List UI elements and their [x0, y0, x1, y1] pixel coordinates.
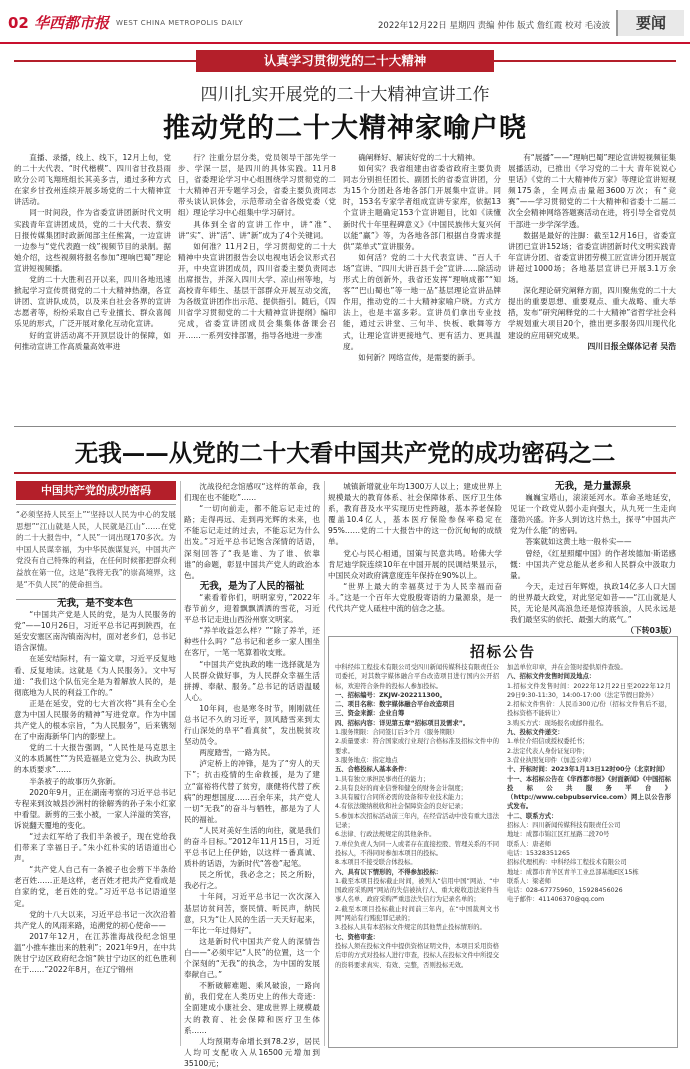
announcement-line: 三、资金来源：企业自筹 — [335, 710, 405, 718]
paragraph: 直播、录播，线上、线下，12月上旬，党的二十大代表、“时代楷模”、四川省甘孜县雨欧分公司飞翔班组长其美多吉，通过多种方式在家乡甘孜州连续开展多场党的二十大精神宣讲活动。 — [14, 153, 171, 207]
announcement-line: 5.参加本次招标活动前三年内，在经营活动中没有重大违法记录； — [335, 812, 499, 830]
announcement-line: 四、招标内容：详见第五章“招标项目及需求”。 — [335, 719, 470, 727]
paragraph: 深化理论研究阐释方面，四川聚焦党的二十大提出的重要思想、重要观点、重大战略、重大举措，发布“研究阐释党的二十大精神”省哲学社会科学规划重大项目20个，推出更多服务四川现代化建设的应用研究成果。 — [508, 286, 676, 340]
paragraph: 如何准？11月2日，学习贯彻党的二十大精神中央宣讲团报告会以电视电话会议形式召开，中央宣讲团成员，四川省委主要负责同志出席报告，并深入四川大学、凉山州等地，与高校青年师生、基层干部群众开展互动交流，为各级宣讲团作出示范、提供指引。随后，《四川省学习贯彻党的二十大精神宣讲提纲》编印完成，省委宣讲团成员会集集体备课会召开……一系列安排部署，指导各地进一步准 — [178, 241, 336, 340]
column-rule — [324, 481, 325, 1046]
announcement-line: 招标代理机构：中科经纬工程技术有限公司 — [507, 859, 627, 867]
paragraph: 城镇新增就业年均1300万人以上；建成世界上规模最大的教育体系、社会保障体系、医疗卫生体系，教育普及水平实现历史性跨越，基本养老保险覆盖10.4亿人，基本医疗保险参保率稳定在95%……党的二十大报告中的这一份沉甸甸的成绩单。 — [328, 482, 502, 547]
paragraph: “中国共产党是人民的党，是为人民服务的党”——10月26日，习近平总书记再到陕西，在延安安塞区南沟镇南沟村，面对老乡们，总书记语含深情。 — [14, 610, 176, 653]
announcement-line: 2.截至本项目投标截止时间前三年内，在“中国裁判文书网”网站有行贿犯罪记录的； — [335, 905, 499, 923]
paragraph: 曾经，《红星照耀中国》的作者埃德加·斯诺感慨：中国共产党总能从老乡和人民群众中汲取力量。 — [510, 548, 676, 580]
story2-title: 无我——从党的二十大看中国共产党的成功密码之二 — [74, 439, 616, 467]
paragraph: 沈战役纪念馆感叹“这样的革命，我们现在也不能吃”…… — [184, 482, 320, 503]
paragraph: 确阐释好、解读好党的二十大精神。 — [358, 153, 480, 162]
announcement-line: 1.截至本项目投标截止时间，被列入“信用中国”网站、“中国政府采购网”网站的失信被执行人、重大税收违法案件当事人名单、政府采购严重违法失信行为记录名单的； — [335, 877, 499, 904]
section-heading: 无我，是力量源泉 — [554, 481, 631, 492]
paragraph: 这是新时代中国共产党人的深情告白——“必须牢记“人民”的位置，这一个个深刻的“无我”的执念，为中国的发展奉献自己。” — [184, 936, 320, 980]
story1-column-3 — [343, 152, 501, 422]
paragraph: “共产党人自己有一条被子也会剪下半条给老百姓……正是这样，老百姓才把共产党看成是自家的党，老百姓的党。”习近平总书记语道坚定。 — [14, 865, 176, 908]
tender-announcement — [328, 636, 678, 1048]
paragraph: 党的二十大报告强调，“人民性是马克思主义的本质属性”“为民造福是立党为公、执政为民的本质要求”…… — [14, 743, 176, 775]
announcement-line: 联系人：梁老师 — [507, 877, 552, 885]
announcement-line: 十、开标时间：2023年1月13日12时00分（北京时间） — [507, 766, 669, 774]
paragraph: “过去红军给了我们半条被子，现在党给我们带来了幸福日子。”朱小红朴实的话语道出心声。 — [14, 831, 176, 864]
section-heading: 无我，是不变本色 — [56, 598, 133, 609]
announcement-line: 地址：成都市青羊区青羊工业总部基地E区15栋 — [507, 868, 639, 876]
announcement-line: 2.法定代表人身份证复印件； — [507, 747, 589, 755]
paragraph: 行？注重分层分类，党员领导干部先学一步、学深一层，是四川的具体实践。11月8日，省委理论学习中心组围绕学习贯彻党的二十大精神召开专题学习会，省委主要负责同志带头谈认识体会，示范带动全省各级党委（党组）理论学习中心组集中学习研讨。 — [178, 153, 336, 218]
paragraph: “人民对美好生活的向往，就是我们的奋斗目标。”2012年11月15日，习近平总书记上任伊始，以这样一番真诚、质朴的话语，为新时代“答卷”起笔。 — [184, 825, 320, 869]
announcement-line: 联系人：唐老师 — [507, 840, 552, 848]
paragraph: 半条被子的故事历久弥新。 — [29, 776, 121, 786]
author-credit: 四川日报全媒体记者 吴浩 — [587, 341, 676, 351]
announcement-title: 招标公告 — [470, 645, 536, 661]
announcement-line: 2.质量要求：符合国家或行业现行合格标准及招标文件中的要求。 — [335, 738, 499, 755]
paragraph: 不断破解难题、乘风破浪，一路向前，我们党在人类历史上的伟大奇迹：全面建成小康社会、建成世界上规模最大的教育、社会保障和医疗卫生体系…… — [184, 981, 320, 1035]
announcement-line: 投标人须在投标文件中提供资格证明文件，本项目采用资格后审的方式对投标人进行审查，投标人在投标文件中所提交的资料要求真实、有效、完整，否则投标无效。 — [335, 942, 499, 969]
lead-quote: “必须坚持人民至上”“坚持以人民为中心的发展思想”“江山就是人民，人民就是江山”……在党的二十大报告中，“人民”一词出现170多次。为中国人民谋幸福，为中华民族谋复兴，中国共产党没有自己特殊的利益，在任何时候都把群众利益放在第一位，这是“我将无我”的崇高境界，这是“不负人民”的使命担当。 — [16, 504, 176, 600]
announcement-line: 六、具有以下情形的，不得参加投标： — [335, 868, 443, 876]
paragraph: 党的二十大胜利召开以来，四川各地迅速掀起学习宣传贯彻党的二十大精神热潮，各宣讲团、宣讲队成员，以及来自社会各界的宣讲志愿者等，纷纷采取自己专业擅长、群众喜闻乐见的形式，广泛开展对象化互动化宣讲。 — [14, 275, 171, 329]
paragraph: 答案就如这黄土地一般朴实—— — [525, 537, 632, 547]
paragraph: 同一时间段，作为省委宣讲团新时代文明实践青年宣讲团成员，党的二十大代表、蔡安日报传媒集团时政新闻部主任熊嵩，一边宣讲一边参与“党代表跑一线”视频节目的录制。据她介绍，这些视频将报名参加“理响巴蜀”理论宣讲短视频播。 — [14, 208, 171, 273]
story2-column-2 — [184, 481, 320, 1068]
paragraph: 具体到全省的宣讲工作中，讲“准”、讲“实”、讲“活”、讲“新”成为了4个关键词。 — [178, 219, 336, 240]
announcement-line: 3.营业执照复印件（加盖公章） — [507, 756, 595, 764]
announcement-line: 加盖单位印章，并在会签时提供原件查验。 — [507, 664, 627, 671]
paragraph: 泸定桥上的冲锋，是为了“穷人的天下”；抗击疫情的生命救援，是为了建立“富裕将代替了贫穷，康健将代替了疾病”的理想国度……百余年来，共产党人一切“无我”的奋斗与牺牲，都是为了人民的福祉。 — [184, 759, 320, 824]
announcement-line: 1.单位介绍信或授权委托书； — [507, 738, 589, 746]
paragraph: 如何新？网络宣传，是需要的新手。 — [358, 352, 480, 362]
announcement-line: 电话：028-67775960、15928456026 — [507, 887, 623, 895]
announcement-line: 7.单位负责人为同一人或者存在直接控股、管理关系的不同投标人，不得同时参加本项目的投标。 — [335, 840, 499, 857]
announcement-line: 3.投标人具有本招标文件规定的其他禁止投标情形的。 — [335, 924, 486, 932]
announcement-line: 8.本项目不接受联合体投标。 — [335, 859, 417, 867]
masthead-english: WEST CHINA METROPOLIS DAILY — [116, 19, 244, 27]
header-rule — [0, 42, 690, 44]
announcement-line: 地址：成都市锦江区红星路二段70号 — [507, 831, 610, 839]
paragraph: “中国共产党执政的唯一选择就是为人民群众做好事，为人民群众幸福生活拼搏、奉献、服务。”总书记的话语温暖人心。 — [184, 659, 320, 702]
ribbon-rule-left — [14, 60, 196, 62]
announcement-line: 八、招标文件发售时间及地点： — [507, 673, 596, 681]
announcement-line: 4.有依法缴纳税收和社会保障资金的良好记录； — [335, 803, 467, 811]
continued-note: （下转03版） — [626, 626, 676, 636]
paragraph: 如何活？党的二十大代表宣讲、“百人千场”宣讲、“四川大讲百县千会”宣讲……除活动形式上的创新外，我省还发挥“理响成都”“知客”“巴山蜀也”等一地一品”基层理论宣讲品牌作用，推动党的二十大精神家喻户晓。方式方法上，也是丰富多彩。宣讲员们拿出专业技能，通过云讲堂、三句半、快板、歌舞等方式，让理论宣讲更接地气、更有活力、更具温度。 — [343, 252, 501, 351]
column-rule — [180, 481, 181, 1046]
announcement-line: 3.具有履行合同所必需的设备和专业技术能力； — [335, 794, 467, 802]
story1-subtitle: 四川扎实开展党的二十大精神宣讲工作 — [200, 85, 490, 105]
paragraph: 人均预期寿命增长到78.2岁，居民人均可支配收入从16500元增加到35100元； — [184, 1036, 320, 1068]
announcement-line: 2.招标文件售价：人民币300元/份（招标文件售后不退，投标资格不能转让） — [507, 701, 671, 718]
story1-title: 推动党的二十大精神家喻户晓 — [163, 113, 527, 144]
paragraph: 有“展播”——“理响巴蜀”理论宣讲短视频征集展播活动，已推出《学习党的二十大 青年说说心里话》《党的二十大精神传万家》等理论宣讲短视频175条，全网点击量超3600万次；有“竞赛”——学习贯彻党的二十大精神和省委十二届二次全会精神网络答题赛活动在进，将引导全省党员干部进一步学深学透。 — [508, 153, 676, 229]
section-heading: 无我，是为了人民的福祉 — [199, 580, 305, 592]
announcement-line: 3.购买方式：现场报名或邮件报名。 — [507, 719, 608, 727]
paragraph: 10年间，也是寒冬时节，刚刚就任总书记不久的习近平，顶风踏雪来到太行山深处的阜平“看真贫”，发出脱贫攻坚动员令。 — [184, 703, 320, 747]
paragraph: 十年间，习近平总书记一次次深入基层访贫问苦，察民情、听民声，纳民意，只为“让人民的生活一天天好起来，一年比一年过得好”。 — [184, 892, 320, 935]
topic-ribbon: 认真学习贯彻党的二十大精神 — [196, 50, 494, 72]
announcement-column-left — [335, 663, 499, 1043]
announcement-line: 二、项目名称：数字媒体融合平台改造项目 — [335, 701, 455, 709]
paragraph: 2020年9月，正在湖南考察的习近平总书记专程来到汝城县沙洲村的徐解秀的孙子朱小红家中看望。新剪的三张小被，一家人洋溢的笑容，诉说翻天覆地的变化。 — [14, 787, 176, 830]
paragraph: “一切向前走，都不能忘记走过的路；走得再远、走到再光辉的未来，也不能忘记走过的过去，不能忘记为什么出发。”习近平总书记饱含深情的话语，深刻回答了“我是谁、为了谁、依靠谁”的命题，彰显中国共产党人的政治本色。 — [184, 504, 320, 580]
announcement-line: 九、投标文件递交： — [507, 729, 564, 737]
paragraph: 如何实？我省组建由省委省政府主要负责同志分别担任团长、副团长的省委宣讲团，分为15个分团赴各地各部门开展集中宣讲。同时，153名专家学者组成宣讲专家库，依据13个宣讲主题确定153个宣讲题目，比如《读懂新时代十年里程碑意义》《中国民族伟大复兴何以能“赢”》等，为各地各部门根据自身需求提供“菜单式”宣讲服务。 — [343, 164, 501, 251]
paragraph: 党心与民心相通，国策与民意共鸣。哈佛大学肯尼迪学院连续10年在中国开展的民调结果显示，中国民众对政府满意度连年保持在90%以上。 — [328, 548, 502, 580]
issue-meta: 2022年12月22日 星期四 责编 仲伟 版式 詹红霞 校对 毛凌波 — [378, 21, 611, 31]
story-divider — [14, 426, 676, 427]
masthead-logo: 华西都市报 — [34, 14, 110, 32]
paragraph: 在延安结际村，有一篇文章，习近平反复地看、反复地读。这就是《为人民服务》。文中写道：“我们这个队伍完全是为着解放人民的，是彻底地为人民的利益工作的。” — [14, 654, 176, 697]
announcement-line: 电子邮件：411406370@qq.com — [507, 896, 605, 904]
paragraph: 两度踏雪，一路为民。 — [199, 748, 276, 758]
paragraph: 今天，走过百年辉煌，执政14亿多人口大国的世界最大政党，对此坚定如昔——“江山就是人民，无论是风高浪急还是惊涛骇浪，人民永远是我们最坚实的依托、最强大的底气。” — [510, 581, 676, 625]
paragraph: 数据是最好的注脚：截至12月16日，省委宣讲团已宣讲152场；省委宣讲团新时代文明实践青年宣讲分团、省委宣讲团劳模工匠宣讲分团开展宣讲超过1000场；各地基层宣讲已开展3.1万余场。 — [508, 230, 676, 285]
announcement-line: 十一、本招标公告在《华西都市报》《封面新闻》《中国招标投标公共服务平台》（http://www.cebpubservice.com）网上以公告形式发布。 — [507, 775, 671, 811]
paragraph: “素看着你们，明明家穷，”2022年春节前夕，迎着飘飘洒洒的雪花，习近平总书记走进山西汾州察文明家。 — [184, 592, 320, 625]
announcement-line: 3.服务地点：指定地点 — [335, 756, 398, 764]
announcement-line: 七、资格审查： — [335, 933, 380, 941]
announcement-line: 五、合格投标人基本条件： — [335, 766, 411, 774]
announcement-line: 招标人：四川新闻传媒科技有限责任公司 — [507, 822, 621, 830]
paragraph: “养羊收益怎么样？”“除了养羊，还种些什么吗？”总书记和老乡一家人围坐在客厅，一笔一笔算着收支账。 — [184, 626, 320, 658]
paragraph: “世界上最大的幸福莫过于为人民幸福而奋斗。”这是一个百年大党殷殷寄语的力量源泉，是一代代共产党人砥柱中流的信念之基。 — [328, 581, 502, 614]
announcement-line: 十二、联系方式： — [507, 812, 558, 820]
announcement-line: 1.服务期限：合同签订后3个月（服务期限） — [335, 729, 459, 737]
paragraph: 党的十八大以来，习近平总书记一次次沿着共产党人的风雨来路，追溯党的初心使命—— — [14, 909, 176, 930]
announcement-line: 2.具有良好的商业信誉和健全的财务会计制度； — [335, 784, 467, 792]
page-header — [0, 0, 690, 46]
announcement-column-right — [507, 663, 671, 1043]
paragraph: 民之所忧，我必念之；民之所盼，我必行之。 — [184, 870, 320, 891]
paragraph: 正是在延安，党的七大首次将“具有全心全意为中国人民服务的精神”写进党章。作为中国共产党人的根本宗旨，“为人民服务”，后来镌刻在了中南海新华门内的影壁上。 — [14, 698, 176, 742]
announcement-line: 一、招标编号：ZKJW-202211300。 — [335, 691, 446, 699]
paragraph: 巍巍宝塔山，滚滚延河水。革命圣地延安，见证一个政党从弱小走向强大，从九死一生走向蓬勃兴盛。许多人到访这片热土，探寻“中国共产党为什么能”的密码。 — [510, 493, 676, 536]
page-number: 02 — [8, 14, 29, 32]
story1-column-4 — [508, 152, 676, 422]
announcement-line: 6.法律、行政法规规定的其他条件。 — [335, 831, 436, 839]
story2-column-4 — [510, 481, 676, 636]
paragraph: 好的宣讲活动离不开顶层设计的保障，如何推动宣讲工作高质量高效率进 — [14, 330, 171, 351]
paragraph: 2017年12月，在江苏淮海战役纪念馆里温“小推车推出来的胜利”；2021年9月，在中共陕甘宁边区政府纪念馆“陕甘宁边区的红色胜利在于……”2022年8月，在辽宁锦州 — [14, 931, 176, 975]
story2-column-1 — [14, 598, 176, 1046]
ribbon-rule-right — [494, 60, 676, 62]
column-tag: 中国共产党的成功密码 — [16, 481, 176, 500]
story1-column-1 — [14, 152, 171, 422]
announcement-line: 中科经纬工程技术有限公司受四川新闻传媒科技有限责任公司委托，对其数字媒体融合平台改造项目进行国内公开招标，欢迎符合条件的投标人参加投标。 — [335, 664, 499, 690]
story2-rule — [14, 472, 676, 474]
section-label: 要闻 — [616, 10, 684, 36]
story1-column-2 — [178, 152, 336, 422]
announcement-line: 1.招标文件发售时间：2022年12月22日至2022年12月29日9:30-11:30，14:00-17:00（法定节假日除外） — [507, 682, 671, 699]
story2-column-3 — [328, 481, 502, 631]
announcement-line: 1.具有独立承担民事责任的能力； — [335, 775, 430, 783]
announcement-line: 电话：15328351265 — [507, 849, 570, 857]
